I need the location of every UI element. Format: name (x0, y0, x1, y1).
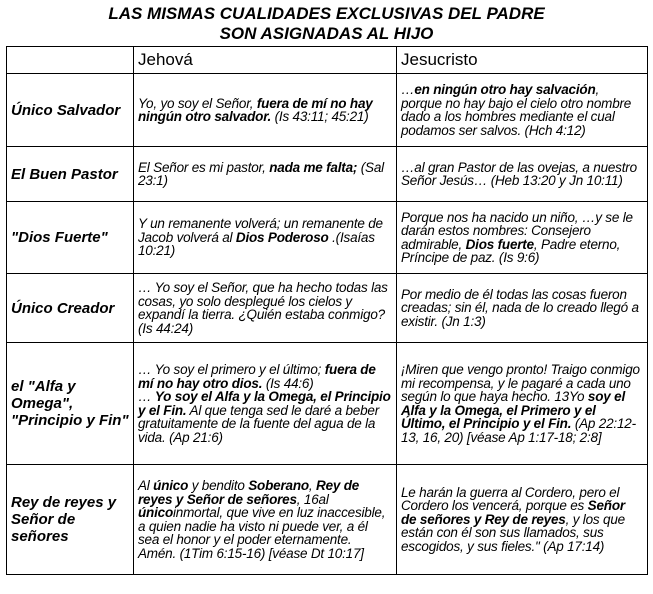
text-fragment: El Señor es mi pastor, (138, 159, 270, 175)
text-fragment: y bendito (188, 478, 249, 493)
text-fragment: , Padre eterno, Príncipe de paz. (Is 9:6) (401, 236, 621, 265)
text-fragment: , 16al (296, 491, 329, 507)
header-jesucristo: Jesucristo (397, 47, 648, 74)
document-title (0, 0, 653, 42)
jehova-cell (134, 343, 397, 465)
table-row (7, 202, 648, 274)
bold-phrase: Señor de señores y Rey de reyes (401, 498, 625, 527)
text-fragment: (Sal 23:1) (138, 159, 384, 188)
jesucristo-cell (397, 465, 648, 575)
table-row (7, 343, 648, 465)
text-fragment: (Is 43:11; 45:21) (271, 109, 369, 124)
row-label: el "Alfa y Omega", "Principio y Fin" (7, 343, 134, 465)
bold-phrase: fuera de mí no hay otro dios. (138, 362, 376, 391)
bold-phrase: fuera de mí no hay ningún otro salvador. (138, 95, 373, 124)
text-fragment: Le harán la guerra al Cordero, pero el Cordero los vencerá, porque es (401, 484, 620, 514)
bold-phrase: único (153, 478, 189, 493)
text-fragment: Y un remanente volverá; un remanente de Jacob volverá al (138, 216, 383, 245)
bold-phrase: Rey de reyes y Señor de señores (138, 478, 360, 507)
comparison-table (6, 46, 648, 575)
row-label: "Dios Fuerte" (7, 202, 134, 274)
jesucristo-cell (397, 74, 648, 147)
text-fragment: … (401, 82, 415, 97)
bold-phrase: nada me falta; (269, 159, 358, 175)
bold-phrase: único (138, 505, 173, 520)
jehova-cell (134, 465, 397, 575)
text-fragment: , y los que están con él son sus llamados, sus escogidos, y sus fieles." (Ap 17:14) (401, 511, 625, 554)
text-fragment: , (308, 478, 317, 493)
text-fragment: … (138, 389, 155, 404)
text-fragment: … Yo soy el primero y el último; (138, 362, 325, 377)
bold-phrase: soy el Alfa y la Omega, el Primero y el Último, el Principio y el Fin. (401, 389, 625, 431)
text-fragment: Yo, yo soy el Señor, (138, 95, 257, 111)
jehova-cell (134, 274, 397, 343)
row-label: Único Creador (7, 274, 134, 343)
text-fragment: (Is 44:6) (262, 375, 314, 391)
row-label: Rey de reyes y Señor de señores (7, 465, 134, 575)
text-fragment: ¡Miren que vengo pronto! Traigo conmigo mi recompensa, y le pagaré a cada uno según lo que haya hecho. 13Yo (401, 362, 640, 404)
text-fragment: …al gran Pastor de las ovejas, a nuestro Señor Jesús… (Heb 13:20 y Jn 10:11) (401, 159, 637, 188)
table-row (7, 74, 648, 147)
text-fragment: .(Isaías 10:21) (138, 229, 375, 259)
jehova-cell (134, 147, 397, 202)
bold-phrase: Dios Poderoso (235, 229, 329, 245)
bold-phrase: en ningún otro hay salvación (414, 82, 596, 97)
text-fragment: Al (138, 478, 154, 493)
text-fragment: Al que tenga sed le daré a beber gratuitamente de la fuente del agua de la vida. (Ap 21:6) (138, 402, 380, 445)
jesucristo-cell (397, 274, 648, 343)
jehova-cell (134, 202, 397, 274)
title-line-1: LAS MISMAS CUALIDADES EXCLUSIVAS DEL PADRE (108, 4, 545, 23)
text-fragment: … Yo soy el Señor, que ha hecho todas las cosas, yo solo desplegué los cielos y expandí la tierra. ¿Quién estaba conmigo? (Is 44:24) (138, 280, 388, 336)
text-fragment: , porque no hay bajo el cielo otro nombre dado a los hombres mediante el cual podamos ser salvos. (Hch 4:12) (401, 82, 632, 138)
bold-phrase: Dios fuerte (465, 236, 534, 252)
jehova-cell (134, 74, 397, 147)
text-fragment: inmortal, que vive en luz inaccesible, a quien nadie ha visto ni puede ver, a él sea el honor y el poder eternamente. Amén. (1Tim 6:15-16) [véase Dt 10:17] (138, 505, 386, 561)
text-fragment: Por medio de él todas las cosas fueron creadas; sin él, nada de lo creado llegó a existir. (Jn 1:3) (401, 286, 639, 329)
jesucristo-cell (397, 202, 648, 274)
header-row (7, 47, 648, 74)
jesucristo-cell (397, 343, 648, 465)
text-fragment: Porque nos ha nacido un niño, …y se le darán estos nombres: Consejero admirable, (401, 209, 633, 252)
bold-phrase: Soberano (248, 478, 309, 493)
table-row (7, 465, 648, 575)
header-jehova: Jehová (134, 47, 397, 74)
text-fragment: (Ap 22:12-13, 16, 20) [véase Ap 1:17-18; 2:8] (401, 416, 636, 445)
title-line-2: SON ASIGNADAS AL HIJO (219, 24, 434, 43)
table-row (7, 274, 648, 343)
row-label: Único Salvador (7, 74, 134, 147)
row-label: El Buen Pastor (7, 147, 134, 202)
table-row (7, 147, 648, 202)
jesucristo-cell (397, 147, 648, 202)
bold-phrase: Yo soy el Alfa y la Omega, el Principio y el Fin. (138, 389, 391, 418)
header-empty (7, 47, 134, 74)
